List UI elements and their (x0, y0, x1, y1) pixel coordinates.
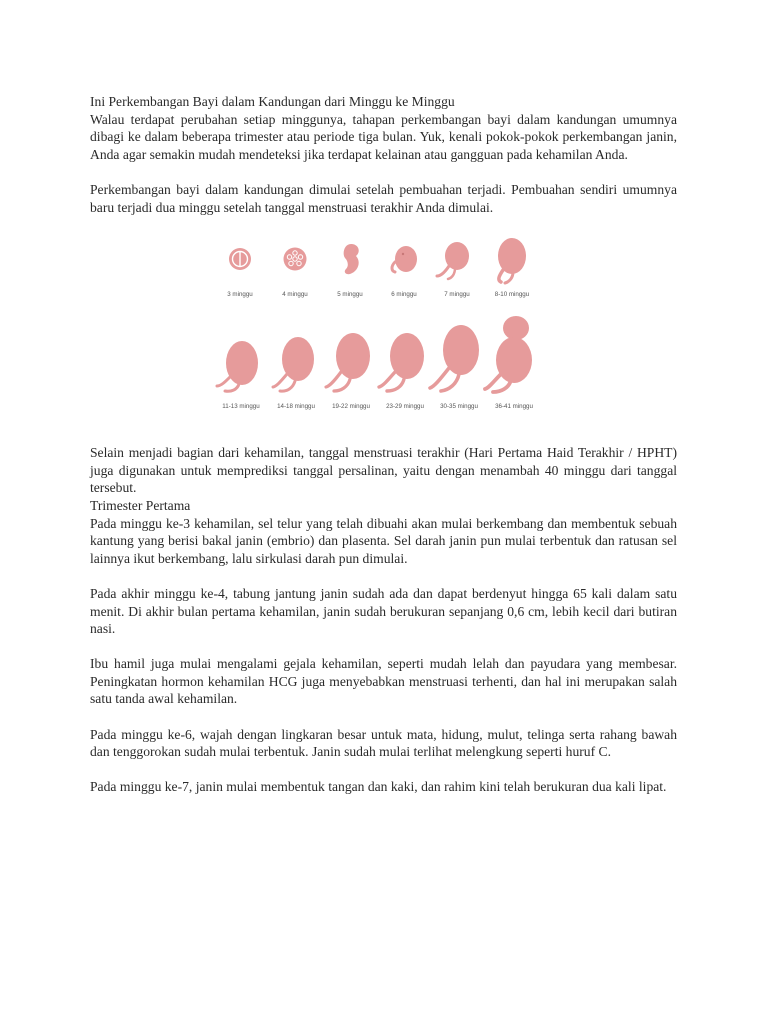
age-label: 14-18 minggu (277, 403, 315, 411)
fetus-11-13-weeks-icon (217, 341, 258, 391)
body-paragraph: Selain menjadi bagian dari kehamilan, tanggal menstruasi terakhir (Hari Pertama Haid Terakhir / HPHT) juga digunakan untuk memprediksi tanggal persalinan, yaitu dengan menambah 40 minggu dari tanggal tersebut. (90, 445, 677, 496)
row1-labels (227, 291, 529, 298)
age-label: 6 minggu (391, 291, 417, 299)
body-paragraph: Pada akhir minggu ke-4, tabung jantung janin sudah ada dan dapat berdenyut hingga 65 kali dalam satu menit. Di akhir bulan pertama kehamilan, janin sudah berukuran sepanjang 0,6 cm, lebih kecil dari butiran nasi. (90, 585, 677, 637)
age-label: 11-13 minggu (222, 403, 260, 411)
age-label: 30-35 minggu (440, 403, 478, 411)
body-paragraph: Pada minggu ke-3 kehamilan, sel telur yang telah dibuahi akan mulai berkembang dan membentuk sebuah kantung yang berisi bakal janin (embrio) dan plasenta. Sel darah janin pun mulai terbentuk dan ratusan sel lainnya ikut berkembang, lalu sirkulasi darah pun dimulai. (90, 515, 677, 566)
intro-paragraph: Walau terdapat perubahan setiap minggunya, tahapan perkembangan bayi dalam kandungan umumnya dibagi ke dalam beberapa trimester atau periode tiga bulan. Yuk, kenali pokok-pokok perkembangan janin, Anda agar semakin mudah mendeteksi jika terdapat kelainan atau gangguan pada kehamilan Anda. (90, 111, 677, 162)
embryo-6-weeks-icon (392, 246, 417, 272)
age-label: 4 minggu (282, 291, 308, 299)
age-label: 7 minggu (444, 291, 470, 299)
fetus-30-35-weeks-icon (430, 325, 479, 391)
document-page (90, 93, 677, 796)
row2-labels (222, 403, 533, 410)
embryo-5-weeks-icon (344, 244, 359, 274)
age-label: 23-29 minggu (386, 403, 424, 411)
fetus-19-22-weeks-icon (326, 333, 370, 391)
section-heading: Trimester Pertama (90, 497, 191, 513)
age-label: 8-10 minggu (494, 291, 530, 299)
age-label: 3 minggu (227, 291, 253, 299)
age-label: 36-41 minggu (495, 403, 533, 411)
embryo-3-weeks-icon (229, 248, 251, 270)
age-label: 5 minggu (337, 291, 363, 299)
intro-paragraph: Perkembangan bayi dalam kandungan dimulai setelah pembuahan terjadi. Pembuahan sendiri umumnya baru terjadi dua minggu setelah tanggal menstruasi terakhir Anda dimulai. (90, 181, 677, 215)
body-paragraph: Ibu hamil juga mulai mengalami gejala kehamilan, seperti mudah lelah dan payudara yang membesar. Peningkatan hormon kehamilan HCG juga menyebabkan menstruasi terhenti, dan hal ini merupakan salah satu tanda awal kehamilan. (90, 656, 677, 707)
fetus-23-29-weeks-icon (379, 333, 424, 391)
fetal-development-illustration (209, 226, 561, 434)
embryo-7-weeks-icon (437, 242, 469, 279)
fetus-8-10-weeks-icon (498, 238, 526, 283)
fetus-36-41-weeks-icon (485, 316, 532, 392)
age-label: 19-22 minggu (332, 403, 370, 411)
document-title: Ini Perkembangan Bayi dalam Kandungan dari Minggu ke Minggu (90, 94, 455, 109)
embryo-4-weeks-icon (284, 248, 307, 271)
fetus-14-18-weeks-icon (273, 337, 314, 391)
fetal-development-figure (209, 226, 561, 434)
body-paragraph: Pada minggu ke-7, janin mulai membentuk tangan dan kaki, dan rahim kini telah berukuran dua kali lipat. (90, 779, 667, 795)
body-paragraph: Pada minggu ke-6, wajah dengan lingkaran besar untuk mata, hidung, mulut, telinga serta rahang bawah dan tenggorokan sudah mulai terbentuk. Janin sudah mulai terlihat melengkung seperti huruf C. (90, 726, 677, 760)
